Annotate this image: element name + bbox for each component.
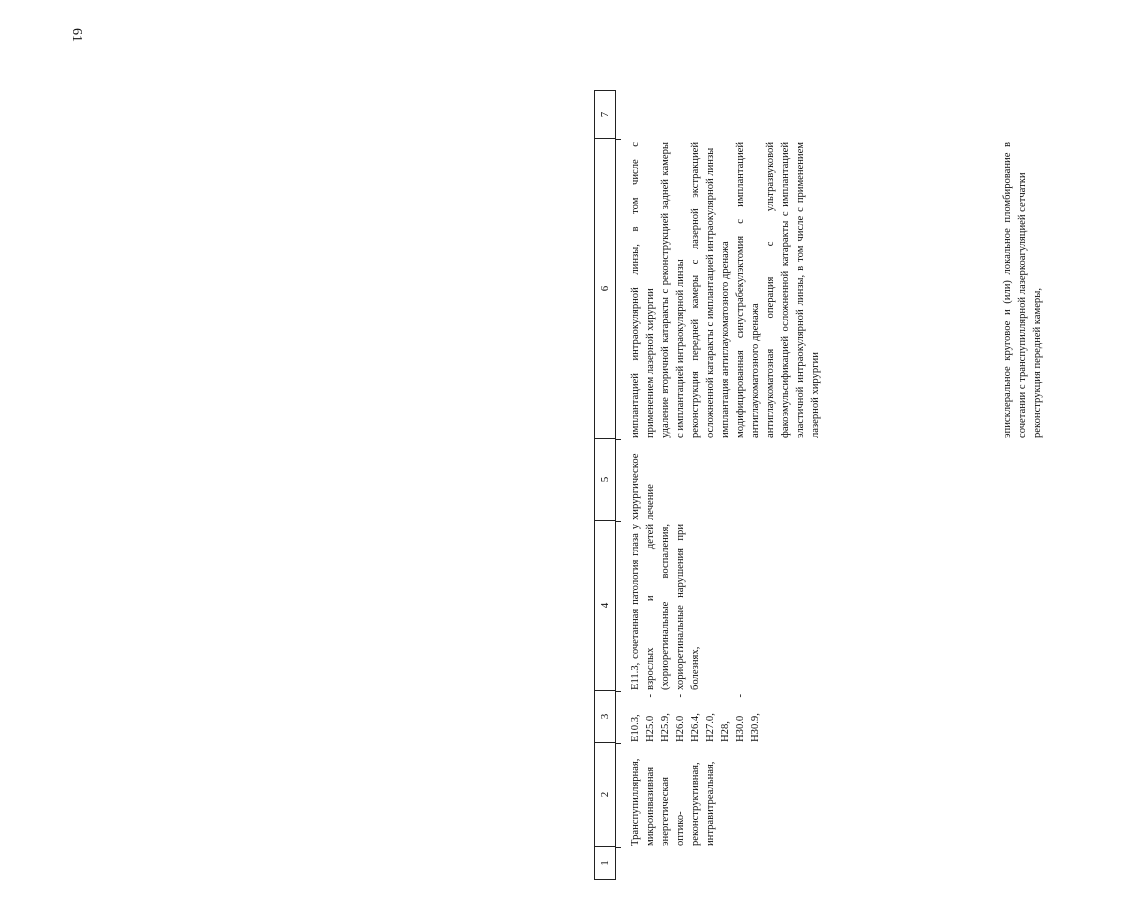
header-col-1: 1	[599, 860, 611, 866]
header-col-2: 2	[595, 743, 615, 847]
header-col-7: 7	[595, 91, 615, 139]
cell-diagnosis	[628, 524, 703, 690]
cell-treatment-type	[628, 442, 658, 520]
icd-codes-text: E10.3, H25.0 - H25.9, H26.0 - H26.4, H27.0, H28, H30.0 - H30.9,	[630, 694, 761, 742]
treatment-table	[594, 90, 1142, 880]
column-divider	[616, 691, 621, 692]
cell-icd-codes	[628, 694, 763, 742]
treatment-methods-block-1: имплантацией интраокулярной линзы, в том числе с применением лазерной хирургии удаление вторичной катаракты с реконструкцией задней камеры с имплантацией интраокулярной линзы реконструкция передней камеры с лазерной экстракцией осложненной катаракты с имплантацией интраокулярной линзы имплантация антиглаукоматозного дренажа модифицированная синустрабекулэктомия с имплантацией антиглаукоматозного дренажа антиглаукоматозная операция с ультразвуковой факоэмульсификацией осложненной катаракты с имплантацией эластичной интраокулярной линзы, в том числе с применением лазерной хирургии	[630, 142, 821, 438]
treatment-type-text: хирургическое лечение	[630, 453, 656, 520]
column-divider	[616, 439, 621, 440]
cell-treatment-methods-1	[628, 142, 823, 438]
diagnosis-text: E11.3, сочетанная патология глаза у взрослых и детей (хориоретинальные воспаления, хориоретинальные нарушения при болезнях,	[630, 524, 701, 690]
cell-treatment-methods-2	[1000, 142, 1045, 438]
method-name-text: Транспупиллярная, микроинвазивная энергетическая оптико-реконструктивная, интравитреальная,	[630, 758, 716, 846]
treatment-methods-block-2: эписклеральное круговое и (или) локальное пломбирование в сочетании с транспупиллярной лазеркоагуляцией сетчатки реконструкция передней камеры,	[1002, 142, 1043, 438]
cell-method-name	[628, 746, 718, 846]
header-col-6: 6	[595, 139, 615, 439]
page-number: 61	[69, 28, 84, 42]
rotated-table	[594, 90, 1142, 880]
header-col-5: 5	[595, 439, 615, 521]
column-divider	[616, 521, 621, 522]
header-col-3: 3	[595, 691, 615, 743]
column-divider	[616, 743, 621, 744]
column-divider	[616, 139, 621, 140]
table-header-row	[594, 90, 616, 880]
header-col-4: 4	[595, 521, 615, 691]
column-divider	[616, 847, 621, 848]
